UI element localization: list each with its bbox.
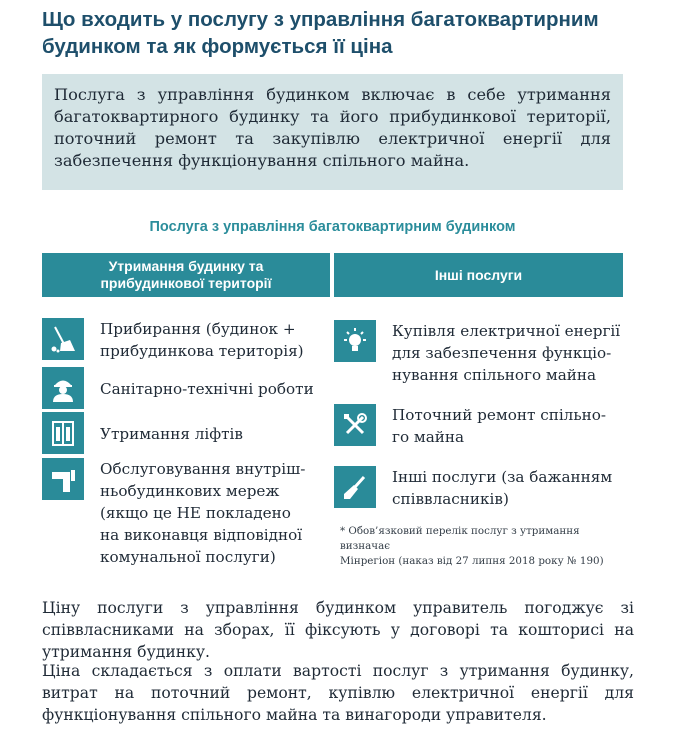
item-plumbing xyxy=(42,367,314,409)
broom-icon xyxy=(42,318,84,360)
footnote-line-2: Мінрегіон (наказ від 27 липня 2018 року № 190) xyxy=(340,555,604,567)
diagram-title: Послуга з управління багатоквартирним будинком xyxy=(149,219,516,235)
brush-icon xyxy=(334,466,376,508)
footnote-line-1: * Обов’язковий перелік послуг з утримання визначає xyxy=(340,525,580,552)
item-electricity-line-2: для забезпечення функціо- xyxy=(392,344,612,362)
page-title xyxy=(42,6,642,60)
left-column-header xyxy=(42,253,330,297)
item-repair-line-1: Поточний ремонт спільно- xyxy=(392,406,606,424)
item-electricity xyxy=(334,320,620,386)
intro-box xyxy=(42,74,623,190)
left-header-line-1: Утримання будинку та xyxy=(108,258,264,274)
item-networks-line-4: на виконавця відповідної xyxy=(100,526,303,544)
item-networks-line-5: комунальної послуги) xyxy=(100,548,276,566)
worker-icon xyxy=(42,367,84,409)
item-repair-line-2: го майна xyxy=(392,428,465,446)
item-plumbing-line-1: Санітарно-технічні роботи xyxy=(100,380,314,398)
right-column-header: Інші послуги xyxy=(334,253,623,297)
elevator-icon xyxy=(42,412,84,454)
paragraph-price-components: Ціна складається з оплати вартості послуг з утримання будинку, витрат на поточний ремонт, купівлю електричної енергії для функціонування спільного майна та винагороди управителя. xyxy=(42,662,634,724)
footnote xyxy=(340,524,630,569)
intro-text: Послуга з управління будинком включає в себе утримання багатоквартирного будинку та його прибудинкової території, поточний ремонт та закупівлю електричної енергії для забезпечення функціонування спільного майна. xyxy=(54,85,611,170)
item-cleaning-line-2: прибудинкова територія) xyxy=(100,342,304,360)
item-other xyxy=(334,466,612,510)
item-networks-line-1: Обслуговування внутріш- xyxy=(100,460,306,478)
item-repair xyxy=(334,404,606,448)
item-other-line-1: Інші послуги (за бажанням xyxy=(392,468,613,486)
item-elevator-line-1: Утримання ліфтів xyxy=(100,425,243,443)
item-elevator xyxy=(42,412,243,454)
item-electricity-line-1: Купівля електричної енергії xyxy=(392,322,621,340)
item-networks-line-3: (якщо це НЕ покладено xyxy=(100,504,291,522)
left-header-line-2: прибудинкової території xyxy=(100,275,272,291)
item-networks xyxy=(42,458,305,568)
page-title-line-1: Що входить у послугу з управління багатоквартирним xyxy=(42,8,599,31)
item-electricity-line-3: нування спільного майна xyxy=(392,366,597,384)
paragraph-price-agreement: Ціну послуги з управління будинком управитель погоджує зі співвласниками на зборах, її фіксують у договорі та кошторисі на утримання будинку. xyxy=(42,599,634,661)
tools-icon xyxy=(334,404,376,446)
item-other-line-2: співвласників) xyxy=(392,490,509,508)
pipe-icon xyxy=(42,458,84,500)
item-networks-line-2: ньобудинкових мереж xyxy=(100,482,280,500)
item-cleaning xyxy=(42,318,304,362)
lightbulb-icon xyxy=(334,320,376,362)
item-cleaning-line-1: Прибирання (будинок + xyxy=(100,320,296,338)
page-title-line-2: будинком та як формується її ціна xyxy=(42,35,393,58)
